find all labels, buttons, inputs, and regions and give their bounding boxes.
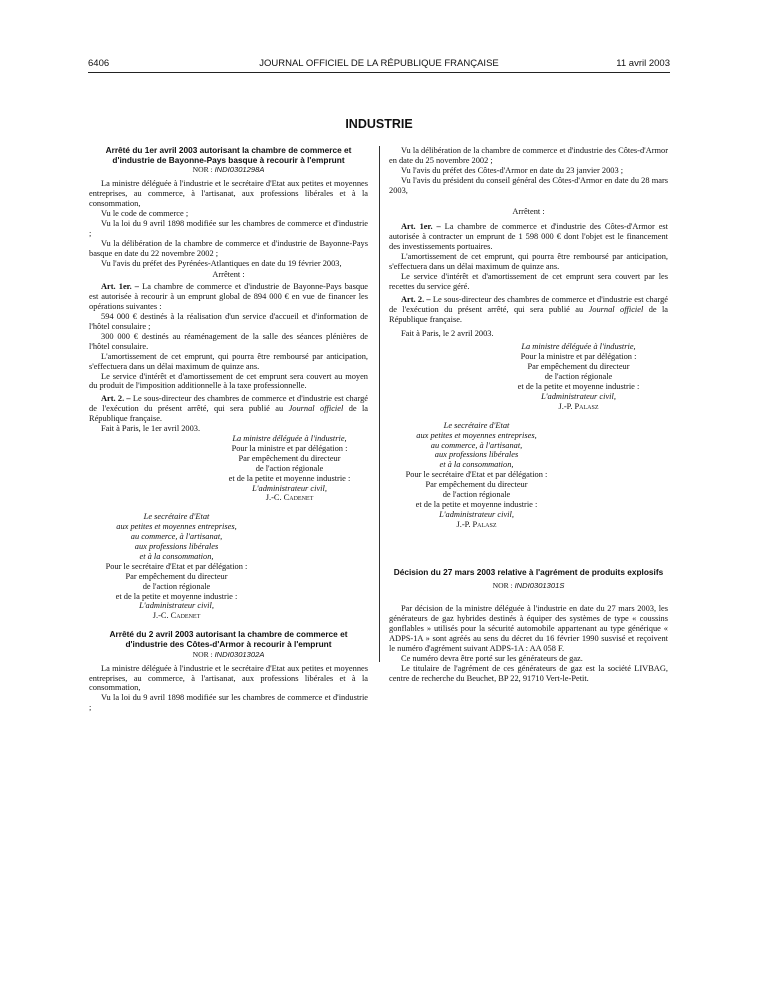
header-rule [88,72,670,73]
doc3-p3: Le titulaire de l'agrément de ces générateurs de gaz est la société LIVBAG, centre de recherche du Beuchet, BP 22, 91710 Vert-le-Petit. [389,663,668,683]
right-column [389,146,668,684]
doc2-art2: Art. 2. – Le sous-directeur des chambres de commerce et d'industrie est chargé de l'exécution du présent arrêté, qui sera publié au Journal officiel de la République française. [389,294,669,324]
doc2-nor-code: INDI0301302A [214,649,265,659]
doc2-p1: La ministre déléguée à l'industrie et le secrétaire d'Etat aux petites et moyennes entreprises, au commerce, à l'artisanat, aux professions libérales et à la consommation, [89,663,368,693]
doc1-l1: 594 000 € destinés à la réalisation d'un service d'accueil et d'information de l'hôtel consulaire ; [89,312,368,331]
doc1-p2: Vu le code de commerce ; [101,209,189,219]
doc2-p2: Vu la loi du 9 avril 1898 modifiée sur les chambres de commerce et d'industrie ; [89,693,368,713]
doc2-p3: Vu la délibération de la chambre de commerce et d'industrie des Côtes-d'Armor en date du 25 novembre 2002 ; [389,146,668,165]
journal-title: JOURNAL OFFICIEL DE LA RÉPUBLIQUE FRANÇAISE [259,58,499,69]
doc1-nor: NOR : INDI0301298A [192,165,265,175]
doc3-nor-code: INDI0301301S [514,581,565,591]
doc3-nor: NOR : INDI0301301S [492,581,565,591]
issue-date: 11 avril 2003 [616,58,670,69]
doc1-sig1: La ministre déléguée à l'industrie, Pour la ministre et par délégation : Par empêchement du directeur de l'action régionale et de la petite et moyenne industrie : L'administrateur civil, J.-C. Cadenet [228,433,351,503]
left-column [89,146,368,713]
column-divider [379,146,380,662]
doc1-p7: Le service d'intérêt et d'amortissement de cet emprunt sera couvert au moyen du produit de l'imposition additionnelle à la taxe professionnelle. [89,371,368,391]
doc1-p4: Vu la délibération de la chambre de commerce et d'industrie de Bayonne-Pays basque en date du 22 novembre 2002 ; [89,238,368,258]
section-title: INDUSTRIE [345,117,413,131]
doc2-sig1: La ministre déléguée à l'industrie, Pour la ministre et par délégation : Par empêchement du directeur de l'action régionale et de la petite et moyenne industrie : L'administrateur civil, J.-P. Palasz [517,342,640,411]
doc2-nor: NOR : INDI0301302A [192,649,265,659]
doc2-title: Arrêté du 2 avril 2003 autorisant la chambre de commerce et d'industrie des Côtes-d'Armor à recourir à l'emprunt [109,629,348,649]
doc2-p5: Vu l'avis du président du conseil général des Côtes-d'Armor en date du 28 mars 2003, [389,175,668,195]
doc2-fait: Fait à Paris, le 2 avril 2003. [401,328,494,338]
doc1-l2: 300 000 € destinés au réaménagement de la salle des séances plénières de l'hôtel consulaire. [89,331,368,351]
doc2-p6: L'amortissement de cet emprunt, qui pourra être remboursé par anticipation, s'effectuera dans un délai maximum de quinze ans. [389,252,668,272]
doc1-nor-code: INDI0301298A [214,165,265,175]
running-header [88,58,670,72]
doc3-p2: Ce numéro devra être porté sur les générateurs de gaz. [401,653,583,663]
doc3-title: Décision du 27 mars 2003 relative à l'agrément de produits explosifs [393,566,664,577]
doc1-art2: Art. 2. – Le sous-directeur des chambres de commerce et d'industrie est chargé de l'exécution du présent arrêté, qui sera publié au Journal officiel de la République française. [89,394,369,424]
doc1-p5: Vu l'avis du préfet des Pyrénées-Atlantiques en date du 19 février 2003, [101,258,342,268]
doc1-fait: Fait à Paris, le 1er avril 2003. [101,424,201,434]
doc1-p1: La ministre déléguée à l'industrie et le secrétaire d'Etat aux petites et moyennes entreprises, au commerce, à l'artisanat, aux professions libérales et à la consommation, [89,179,368,209]
doc2-sig2: Le secrétaire d'Etat aux petites et moyennes entreprises, au commerce, à l'artisanat, aux professions libérales et à la consommation, Pour le secrétaire d'Etat et par délégation : Par empêchement du directeur de l'action régionale et de la petite et moyenne industrie : L'administrateur civil, J.-P. Palasz [405,420,548,529]
doc1-p6: L'amortissement de cet emprunt, qui pourra être remboursé par anticipation, s'effectuera dans un délai maximum de quinze ans. [89,351,368,371]
doc2-arretent: Arrêtent : [512,206,545,216]
doc1-p3: Vu la loi du 9 avril 1898 modifiée sur les chambres de commerce et d'industrie ; [89,218,368,238]
doc1-arretent: Arrêtent : [212,270,245,280]
doc1-sig2: Le secrétaire d'Etat aux petites et moyennes entreprises, au commerce, à l'artisanat, aux professions libérales et à la consommation, Pour le secrétaire d'Etat et par délégation : Par empêchement du directeur de l'action régionale et de la petite et moyenne industrie : L'administrateur civil, J.-C. Cadenet [105,512,248,621]
page-number: 6406 [88,58,110,69]
doc3-p1: Par décision de la ministre déléguée à l'industrie en date du 27 mars 2003, les générateurs de gaz hybrides destinés à équiper des systèmes de type « coussins gonflables » utilisés pour la sécurité automobile appartenant au type générique « ADPS-1A » sont agréés au sens du décret du 16 février 1990 susvisé et reçoivent le numéro d'agrément suivant ADPS-1A : AA 058 F. [389,604,668,653]
doc2-art1: Art. 1er. – La chambre de commerce et d'industrie des Côtes-d'Armor est autorisée à contracter un emprunt de 1 598 000 € dont l'objet est le financement des investissements portuaires. [389,222,669,252]
doc2-p7: Le service d'intérêt et d'amortissement de cet emprunt sera couvert par les recettes du service géré. [389,271,668,291]
doc1-title: Arrêté du 1er avril 2003 autorisant la chambre de commerce et d'industrie de Bayonne-Pays basque à recourir à l'emprunt [105,145,352,165]
doc2-p4: Vu l'avis du préfet des Côtes-d'Armor en date du 23 janvier 2003 ; [401,165,624,175]
doc1-art1: Art. 1er. – La chambre de commerce et d'industrie de Bayonne-Pays basque est autorisée à recourir à un emprunt global de 894 000 € en vue de financer les opérations suivantes : [89,282,368,312]
